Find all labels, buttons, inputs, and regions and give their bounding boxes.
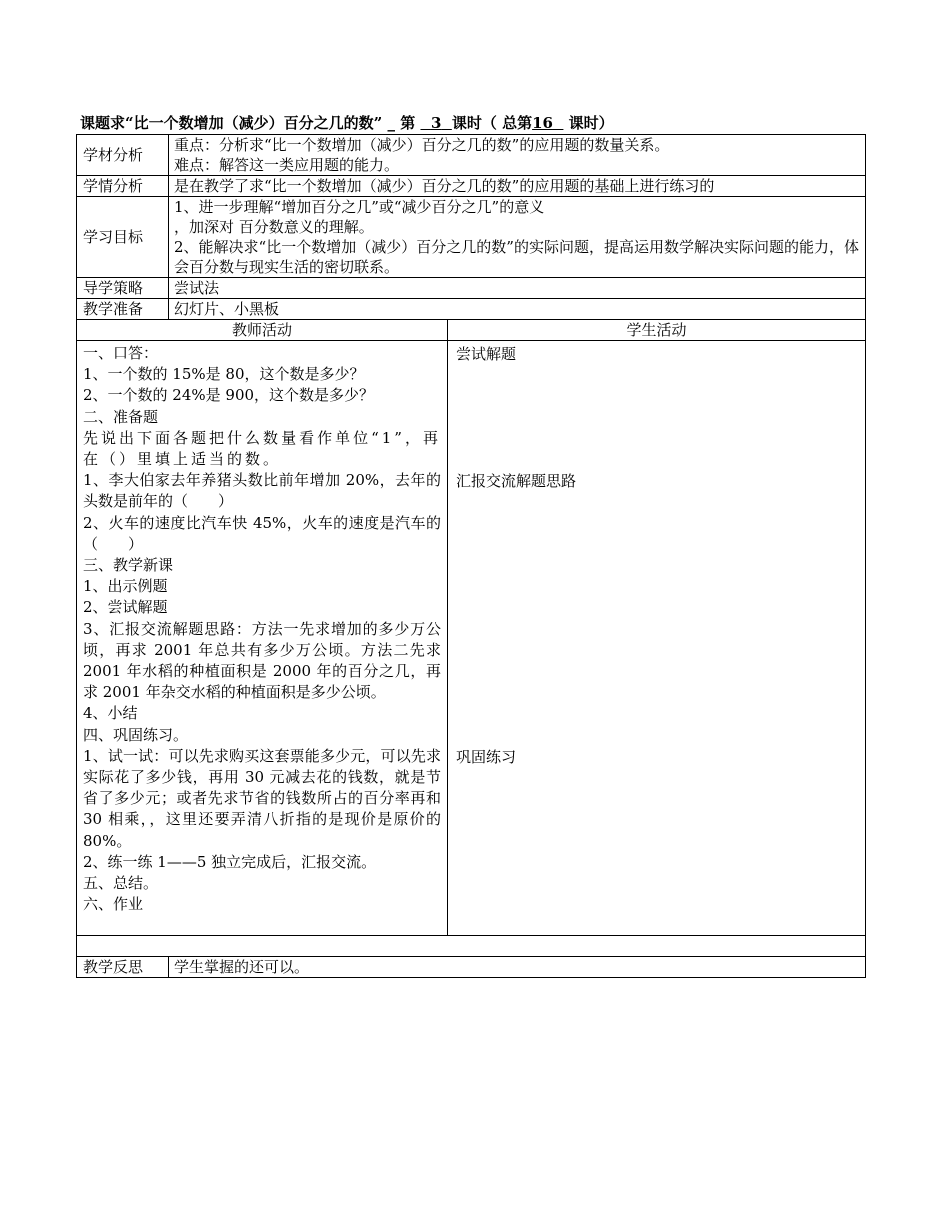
content-fansi: 学生掌握的还可以。 — [169, 957, 866, 978]
teacher-line: 1、出示例题 — [83, 577, 168, 596]
teacher-line: 2、火车的速度比汽车快 45%，火车的速度是汽车的（ ） — [83, 513, 441, 553]
label-zhunbei: 教学准备 — [77, 299, 169, 320]
student-line: 汇报交流解题思路 — [456, 472, 577, 490]
xuecai-key-point: 重点：分析求“比一个数增加（减少）百分之几的数”的应用题的数量关系。 — [174, 136, 670, 154]
label-xueqing: 学情分析 — [77, 176, 169, 197]
goal-2: 2、能解决求“比一个数增加（减少）百分之几的数”的实际问题，提高运用数学解决实际问题的能力，体会百分数与现实生活的密切联系。 — [174, 238, 859, 276]
title-zong: 总第 — [502, 114, 533, 132]
lesson-title — [80, 113, 614, 133]
teacher-line: 3、汇报交流解题思路：方法一先求增加的多少万公顷，再求 2001 年总共有多少万公顷。方法二先求 2001 年水稻的种植面积是 2000 年的百分之几，再求 2001 年杂交水稻的种植面积是多少公顷。 — [83, 619, 441, 702]
teacher-line: 2、练一练 1——5 独立完成后，汇报交流。 — [83, 852, 377, 871]
student-activities — [448, 341, 866, 936]
student-line: 尝试解题 — [456, 345, 517, 363]
content-xuecai — [169, 135, 866, 176]
teacher-line: 1、李大伯家去年养猪头数比前年增加 20%，去年的头数是前年的（ ） — [83, 471, 441, 511]
lesson-number: 3 — [430, 114, 442, 132]
goal-1-cont: ，加深对 百分数意义的理解。 — [174, 218, 374, 236]
teacher-line: 2、尝试解题 — [83, 598, 168, 617]
title-di: 第 — [400, 114, 416, 132]
teacher-line: 一、口答： — [83, 344, 159, 362]
teacher-line: 六、作业 — [83, 895, 144, 914]
row-zhunbei — [77, 299, 866, 320]
label-xuecai: 学材分析 — [77, 135, 169, 176]
label-celue: 导学策略 — [77, 278, 169, 299]
teacher-line: 二、准备题 — [83, 407, 159, 426]
title-keshi: 课时（ — [451, 114, 497, 132]
title-end: 课时） — [568, 114, 614, 132]
header-teacher: 教师活动 — [77, 320, 448, 341]
row-activities — [77, 341, 866, 936]
row-headers — [77, 320, 866, 341]
lesson-plan-table — [76, 134, 866, 978]
header-student: 学生活动 — [448, 320, 866, 341]
row-mubiao — [77, 197, 866, 278]
label-mubiao: 学习目标 — [77, 197, 169, 278]
label-fansi: 教学反思 — [77, 957, 169, 978]
student-line: 巩固练习 — [456, 748, 517, 766]
teacher-line: 1、试一试：可以先求购买这套票能多少元，可以先求实际花了多少钱，再用 30 元减去花的钱数，就是节省了多少元；或者先求节省的钱数所占的百分率再和 30 相乘，，这里还要弄清八折指的是现价是原价的 80%。 — [83, 746, 441, 850]
teacher-line: 三、教学新课 — [83, 556, 174, 575]
row-fansi — [77, 957, 866, 978]
row-empty — [77, 936, 866, 957]
teacher-line: 先说出下面各题把什么数量看作单位“1”，再在（）里填上适当的数。 — [83, 428, 441, 469]
total-lesson-number: 16 — [532, 114, 553, 132]
teacher-line: 4、小结 — [83, 704, 138, 723]
xuecai-difficulty: 难点：解答这一类应用题的能力。 — [174, 156, 400, 174]
content-celue: 尝试法 — [169, 278, 866, 299]
row-xuecai — [77, 135, 866, 176]
teacher-activities — [77, 341, 448, 936]
row-xueqing — [77, 176, 866, 197]
title-prefix: 课题求“比一个数增加（减少）百分之几的数” — [80, 114, 383, 132]
teacher-line: 1、一个数的 15%是 80，这个数是多少？ — [83, 365, 365, 384]
teacher-line: 五、总结。 — [83, 874, 159, 893]
empty-cell — [77, 936, 866, 957]
row-celue — [77, 278, 866, 299]
content-zhunbei: 幻灯片、小黑板 — [169, 299, 866, 320]
teacher-line: 四、巩固练习。 — [83, 725, 189, 744]
content-mubiao — [169, 197, 866, 278]
title-sep: _ — [387, 114, 395, 132]
content-xueqing: 是在教学了求“比一个数增加（减少）百分之几的数”的应用题的基础上进行练习的 — [169, 176, 866, 197]
teacher-line: 2、一个数的 24%是 900，这个数是多少？ — [83, 386, 375, 405]
goal-1: 1、进一步理解“增加百分之几”或“减少百分之几”的意义 — [174, 198, 545, 216]
